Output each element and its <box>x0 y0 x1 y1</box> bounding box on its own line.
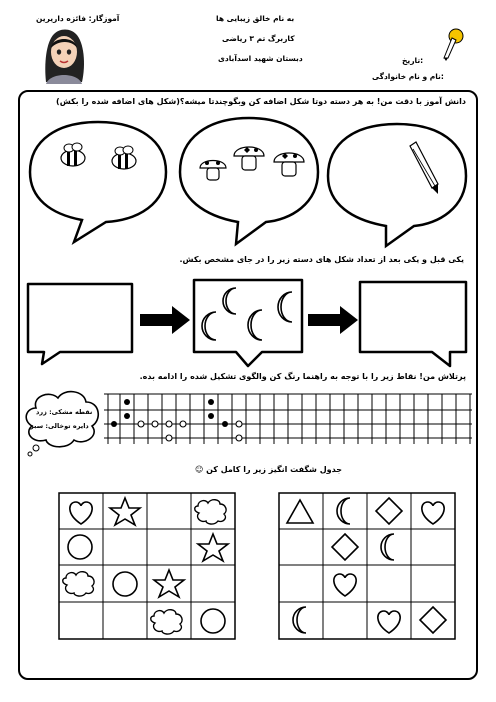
sudoku-grid-left <box>58 492 236 640</box>
question-3-text: پرتلاش من! نقاط زیر را با توجه به راهنما رنگ کن والگوی تشکیل شده را ادامه بده. <box>139 372 466 381</box>
question-2-text: یکی قبل و یکی بعد از تعداد شکل های دسته زیر را در جای مشخص بکش. <box>179 255 464 264</box>
arrow-right-icon <box>140 306 190 334</box>
question-4-text: جدول شگفت انگیز زیر را کامل کن ☺ <box>194 465 342 474</box>
bismillah-text: به نام خالق زیبایی ها <box>216 14 295 23</box>
circle-icon <box>68 535 92 559</box>
legend-hollow-circle: دایره توخالی: سبز <box>30 422 89 430</box>
moon-icon <box>276 290 300 324</box>
sudoku-grid-right <box>278 492 456 640</box>
moon-icon <box>200 310 224 342</box>
pencil-icon <box>406 140 442 196</box>
mushroom-icon <box>232 140 266 174</box>
bee-icon <box>55 142 91 168</box>
speech-bubble-pencil <box>324 118 470 250</box>
question-1-text: دانش آموز با دقت من! به هر دسته دوتا شکل اضافه کن وبگوچندتا میشه؟(شکل های اضافه شده را بکش) <box>56 97 466 106</box>
name-label: نام و نام خانوادگی: <box>372 72 444 81</box>
answer-box-after <box>356 278 470 368</box>
pencil-logo-icon <box>440 26 466 62</box>
date-label: تاریخ: <box>402 56 424 65</box>
circle-icon <box>113 572 137 596</box>
mushroom-icon <box>272 146 306 180</box>
school-name: دبستان شهید اسدآبادی <box>218 54 303 63</box>
arrow-right-icon <box>308 306 358 334</box>
speech-bubble-bees <box>26 116 170 246</box>
mushroom-icon <box>198 154 228 184</box>
answer-box-before <box>24 280 136 366</box>
moon-icon <box>246 308 270 342</box>
circle-icon <box>201 609 225 633</box>
worksheet-title: کاربرگ تم ۳ ریاضی <box>222 34 295 43</box>
teacher-avatar <box>40 24 88 86</box>
teacher-name: آموزگار: فائزه داریرین <box>36 14 120 23</box>
legend-black-dot: نقطه مشکی: زرد <box>36 408 93 416</box>
dot-pattern-grid <box>104 392 472 448</box>
bee-icon <box>106 144 142 172</box>
